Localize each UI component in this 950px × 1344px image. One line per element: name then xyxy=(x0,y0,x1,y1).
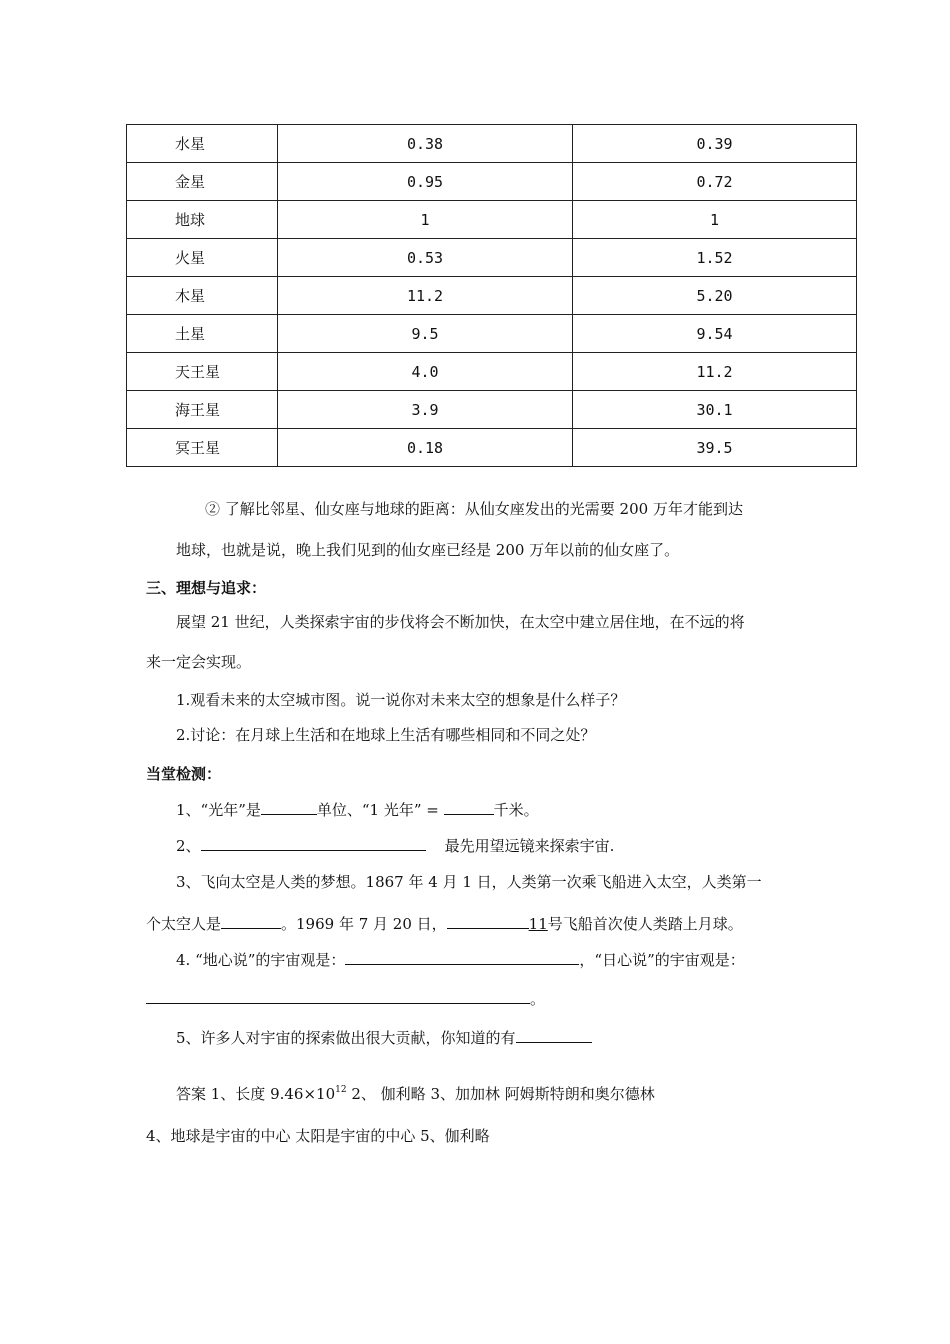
q3-blank-astronaut[interactable] xyxy=(221,912,281,929)
q2-text-b: 最先用望远镜来探索宇宙. xyxy=(444,837,615,855)
value1-cell: 0.95 xyxy=(278,163,573,201)
value2-cell: 5.20 xyxy=(573,277,857,315)
q3-number: 11 xyxy=(528,915,548,933)
value2-cell: 39.5 xyxy=(573,429,857,467)
table-row xyxy=(127,315,857,353)
q2-blank[interactable] xyxy=(201,834,426,851)
value2-cell: 9.54 xyxy=(573,315,857,353)
value1-cell: 3.9 xyxy=(278,391,573,429)
test-question3-line2 xyxy=(146,912,743,934)
q4-end: 。 xyxy=(530,990,546,1008)
value2-cell: 1 xyxy=(573,201,857,239)
q1-text-b: 单位、“1 光年” = xyxy=(316,801,439,819)
test-heading: 当堂检测： xyxy=(146,765,222,783)
section3-heading: 三、理想与追求： xyxy=(146,579,267,597)
q1-blank-unit[interactable] xyxy=(261,798,317,815)
answers-line2: 4、地球是宇宙的中心 太阳是宇宙的中心 5、伽利略 xyxy=(146,1127,490,1145)
table-row xyxy=(127,353,857,391)
test-question5 xyxy=(176,1026,592,1048)
q3-text-a: 个太空人是 xyxy=(146,915,222,933)
test-question3-line1: 3、飞向太空是人类的梦想。1867 年 4 月 1 日，人类第一次乘飞船进入太空，人类第一 xyxy=(176,873,762,891)
answers-text-a: 答案 1、长度 9.46×10 xyxy=(176,1085,336,1103)
planet-name-cell: 冥王星 xyxy=(127,429,278,467)
value2-cell: 30.1 xyxy=(573,391,857,429)
table-row xyxy=(127,125,857,163)
value1-cell: 1 xyxy=(278,201,573,239)
answers-exponent: 12 xyxy=(335,1085,347,1095)
q4-blank-geocentric[interactable] xyxy=(345,948,579,965)
planet-name-cell: 天王星 xyxy=(127,353,278,391)
value1-cell: 0.38 xyxy=(278,125,573,163)
section3-intro-line2: 来一定会实现。 xyxy=(146,653,252,671)
value1-cell: 0.18 xyxy=(278,429,573,467)
q1-text-c: 千米。 xyxy=(493,801,539,819)
test-question4-line2 xyxy=(146,987,545,1009)
planet-name-cell: 水星 xyxy=(127,125,278,163)
value1-cell: 9.5 xyxy=(278,315,573,353)
answers-line1 xyxy=(176,1084,655,1104)
section3-question2: 2.讨论：在月球上生活和在地球上生活有哪些相同和不同之处？ xyxy=(176,726,596,744)
para2-line2: 地球，也就是说，晚上我们见到的仙女座已经是 200 万年以前的仙女座了。 xyxy=(176,541,680,559)
q1-blank-km[interactable] xyxy=(444,798,494,815)
q4-text-a: 4. “地心说”的宇宙观是： xyxy=(176,951,346,969)
table-row xyxy=(127,391,857,429)
planet-name-cell: 土星 xyxy=(127,315,278,353)
table-row xyxy=(127,163,857,201)
q2-text-a: 2、 xyxy=(176,837,201,855)
test-question4 xyxy=(176,948,745,970)
planet-name-cell: 金星 xyxy=(127,163,278,201)
planet-name-cell: 木星 xyxy=(127,277,278,315)
para2-line1: ② 了解比邻星、仙女座与地球的距离：从仙女座发出的光需要 200 万年才能到达 xyxy=(205,500,743,518)
planet-name-cell: 海王星 xyxy=(127,391,278,429)
q5-blank[interactable] xyxy=(516,1026,592,1043)
value2-cell: 0.72 xyxy=(573,163,857,201)
section3-question1: 1.观看未来的太空城市图。说一说你对未来太空的想象是什么样子？ xyxy=(176,691,626,709)
table-row xyxy=(127,201,857,239)
q4-text-b: ，“日心说”的宇宙观是： xyxy=(579,951,745,969)
value2-cell: 1.52 xyxy=(573,239,857,277)
q5-text: 5、许多人对宇宙的探索做出很大贡献，你知道的有 xyxy=(176,1029,516,1047)
table-row xyxy=(127,429,857,467)
test-question2 xyxy=(176,834,614,856)
q1-text-a: 1、“光年”是 xyxy=(176,801,261,819)
value1-cell: 0.53 xyxy=(278,239,573,277)
planet-name-cell: 火星 xyxy=(127,239,278,277)
value2-cell: 11.2 xyxy=(573,353,857,391)
test-question1 xyxy=(176,798,539,820)
q3-text-d: 号飞船首次使人类踏上月球。 xyxy=(547,915,743,933)
planet-name-cell: 地球 xyxy=(127,201,278,239)
q4-blank-heliocentric[interactable] xyxy=(146,987,530,1004)
value2-cell: 0.39 xyxy=(573,125,857,163)
table-row xyxy=(127,277,857,315)
q3-text-b: 。1969 年 7 月 20 日， xyxy=(281,915,447,933)
table-row xyxy=(127,239,857,277)
q3-blank-spacecraft[interactable] xyxy=(447,912,529,929)
answers-text-b: 2、 伽利略 3、加加林 阿姆斯特朗和奥尔德林 xyxy=(346,1085,655,1103)
value1-cell: 4.0 xyxy=(278,353,573,391)
planet-data-table xyxy=(126,124,857,467)
value1-cell: 11.2 xyxy=(278,277,573,315)
section3-intro-line1: 展望 21 世纪，人类探索宇宙的步伐将会不断加快，在太空中建立居住地，在不远的将 xyxy=(176,613,745,631)
